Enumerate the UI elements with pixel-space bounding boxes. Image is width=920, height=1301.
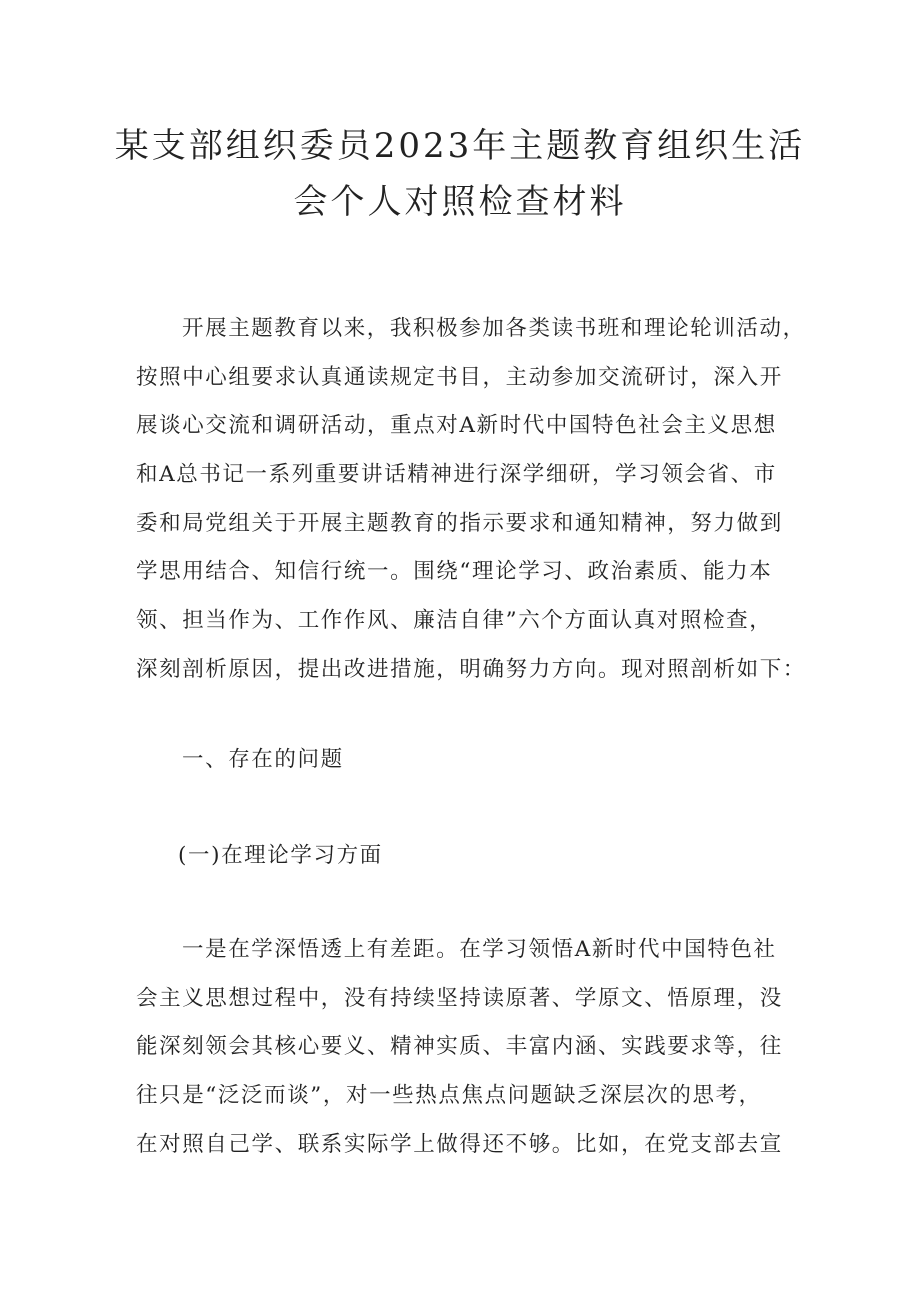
intro-paragraph — [136, 305, 806, 695]
text-line: 委和局党组关于开展主题教育的指示要求和通知精神，努力做到 — [136, 510, 783, 536]
text-line: 在对照自己学、联系实际学上做得还不够。比如，在党支部去宣 — [136, 1131, 783, 1157]
text-line: 一是在学深悟透上有差距。在学习领悟A新时代中国特色社 — [182, 937, 777, 962]
text-line: 展谈心交流和调研活动，重点对A新时代中国特色社会主义思想 — [136, 413, 777, 439]
text-line: 深刻剖析原因，提出改进措施，明确努力方向。现对照剖析如下： — [136, 656, 806, 682]
text-line: 往只是“泛泛而谈”，对一些热点焦点问题缺乏深层次的思考， — [136, 1083, 762, 1109]
document-title-line-2: 会个人对照检查材料 — [293, 182, 627, 222]
text-line: 开展主题教育以来，我积极参加各类读书班和理论轮训活动， — [182, 316, 806, 341]
text-line: 按照中心组要求认真通读规定书目，主动参加交流研讨，深入开 — [136, 364, 783, 390]
subsection-heading: (一)在理论学习方面 — [178, 843, 383, 868]
problem-paragraph — [136, 926, 796, 1169]
section-heading: 一、存在的问题 — [182, 747, 344, 772]
text-line: 学思用结合、知信行统一。围绕“理论学习、政治素质、能力本 — [136, 559, 773, 585]
text-line: 和A总书记一系列重要讲话精神进行深学细研，学习领会省、市 — [136, 462, 777, 488]
text-line: 会主义思想过程中，没有持续坚持读原著、学原文、悟原理，没 — [136, 985, 783, 1011]
document-title-line-1: 某支部组织委员2023年主题教育组织生活 — [114, 126, 806, 166]
text-line: 能深刻领会其核心要义、精神实质、丰富内涵、实践要求等，往 — [136, 1034, 783, 1060]
text-line: 领、担当作为、工作作风、廉洁自律”六个方面认真对照检查， — [136, 608, 773, 634]
